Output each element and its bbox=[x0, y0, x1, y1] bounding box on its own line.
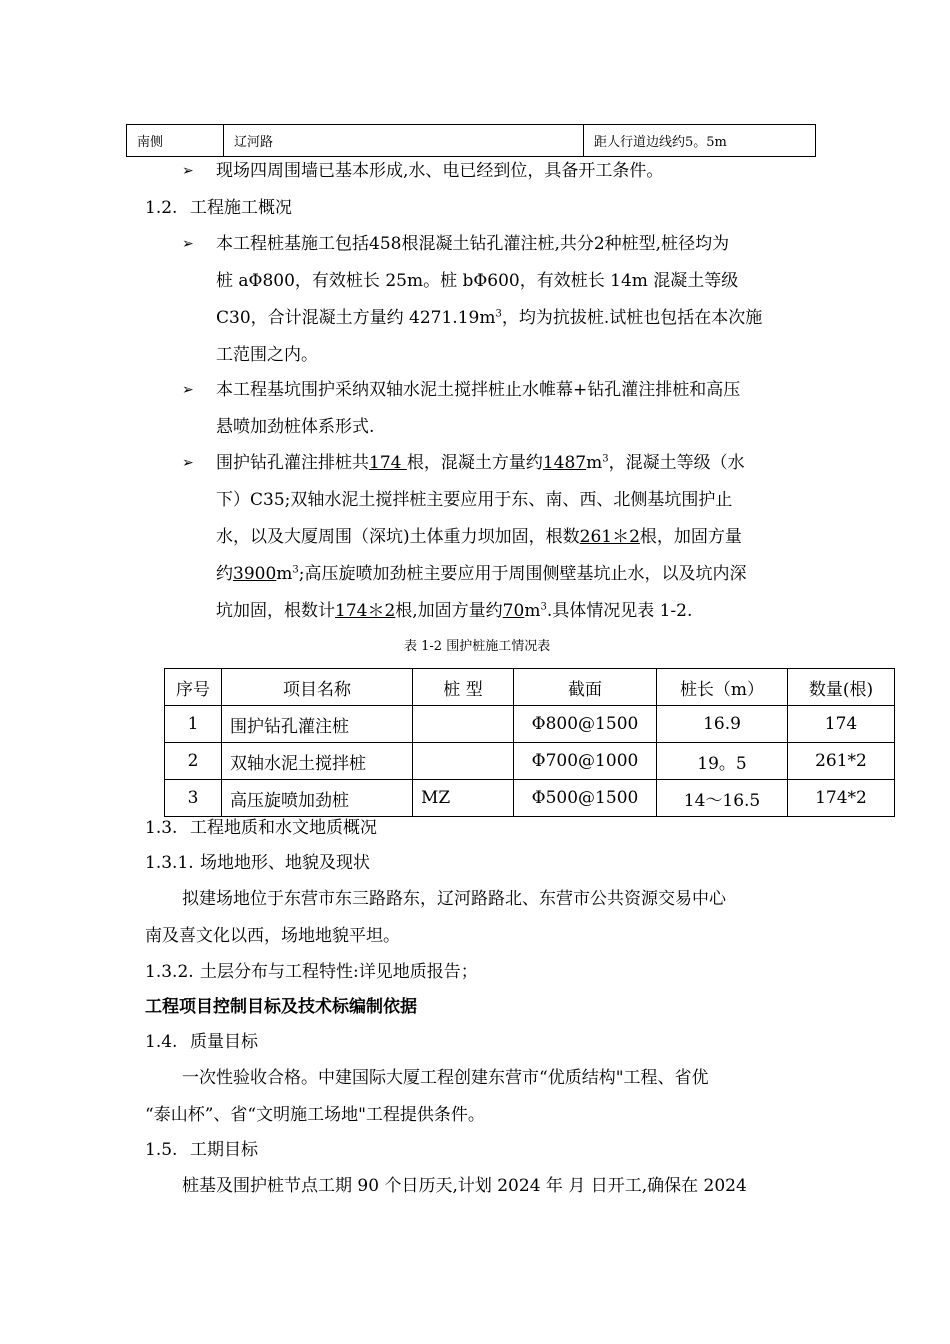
table-cell: 辽河路 bbox=[224, 125, 584, 157]
arrow-bullet-icon: ➢ bbox=[182, 382, 194, 398]
text-run: 水，以及大厦周围（深坑)土体重力坝加固，根数 bbox=[216, 527, 580, 547]
table-cell: 14～16.5 bbox=[657, 780, 788, 817]
table-cell: Φ700@1000 bbox=[514, 743, 657, 780]
table-cell: 3 bbox=[165, 780, 222, 817]
text-run: 根，加固方量 bbox=[639, 527, 742, 547]
table-cell: 174*2 bbox=[788, 780, 895, 817]
paragraph-line: 南及喜文化以西，场地地貌平坦。 bbox=[145, 926, 400, 946]
paragraph-line bbox=[216, 453, 745, 473]
paragraph-line: 拟建场地位于东营市东三路路东，辽河路路北、东营市公共资源交易中心 bbox=[182, 889, 726, 909]
paragraph-line: 下）C35;双轴水泥土搅拌桩主要应用于东、南、西、北侧基坑围护止 bbox=[216, 490, 733, 510]
arrow-bullet-icon: ➢ bbox=[182, 236, 194, 252]
section-title: 工程地质和水文地质概况 bbox=[190, 818, 377, 838]
paragraph-line: “泰山杯”、省“文明施工场地"工程提供条件。 bbox=[145, 1105, 485, 1125]
arrow-bullet-icon: ➢ bbox=[182, 163, 194, 179]
arrow-bullet-icon: ➢ bbox=[182, 455, 194, 471]
section-title: 工期目标 bbox=[190, 1140, 258, 1160]
section-number: 1.4. bbox=[145, 1032, 178, 1052]
pile-table bbox=[164, 668, 895, 817]
table-cell: 南侧 bbox=[127, 125, 224, 157]
paragraph-line: 工范围之内。 bbox=[216, 345, 318, 365]
underlined-value: 70 bbox=[502, 601, 525, 621]
section-number: 1.3. bbox=[145, 818, 178, 838]
table-header-cell: 项目名称 bbox=[222, 669, 413, 706]
text-run: ，混凝土等级（水 bbox=[608, 453, 745, 473]
table-cell: Φ800@1500 bbox=[514, 706, 657, 743]
paragraph-line: 一次性验收合格。中建国际大厦工程创建东营市“优质结构"工程、省优 bbox=[182, 1068, 709, 1088]
table-cell: 2 bbox=[165, 743, 222, 780]
table-cell: 双轴水泥土搅拌桩 bbox=[222, 743, 413, 780]
table-header-cell: 桩 型 bbox=[413, 669, 514, 706]
section-title: 土层分布与工程特性:详见地质报告； bbox=[200, 962, 478, 982]
underlined-value: 1487 bbox=[542, 453, 587, 473]
table-cell: 围护钻孔灌注桩 bbox=[222, 706, 413, 743]
table-row bbox=[127, 125, 816, 157]
paragraph-line: 本工程基坑围护采纳双轴水泥土搅拌桩止水帷幕+钻孔灌注排桩和高压 bbox=[216, 380, 741, 400]
text-run: .具体情况见表 1-2. bbox=[546, 601, 693, 621]
paragraph-line: 悬喷加劲桩体系形式. bbox=[216, 417, 375, 437]
paragraph-line bbox=[216, 564, 747, 584]
text-run: m bbox=[524, 601, 541, 621]
table-header-cell: 桩长（m） bbox=[657, 669, 788, 706]
bullet-text: 现场四周围墙已基本形成,水、电已经到位，具备开工条件。 bbox=[216, 161, 664, 181]
text-run: C30，合计混凝土方量约 4271.19m bbox=[216, 308, 496, 328]
table-header-cell: 序号 bbox=[165, 669, 222, 706]
underlined-value: 3900 bbox=[233, 564, 277, 584]
text-run: m bbox=[586, 453, 603, 473]
superscript: 3 bbox=[292, 564, 299, 576]
text-run: ，均为抗拔桩.试桩也包括在本次施 bbox=[501, 308, 763, 328]
text-run: 根，混凝土方量约 bbox=[406, 453, 543, 473]
table-row bbox=[165, 780, 895, 817]
section-number: 1.5. bbox=[145, 1140, 178, 1160]
table-cell: 19。5 bbox=[657, 743, 788, 780]
table-cell: MZ bbox=[413, 780, 514, 817]
chapter-heading: 工程项目控制目标及技术标编制依据 bbox=[145, 997, 417, 1017]
text-run: 约 bbox=[216, 564, 233, 584]
section-title: 场地地形、地貌及现状 bbox=[200, 853, 370, 873]
table-header-cell: 数量(根) bbox=[788, 669, 895, 706]
text-run: ;高压旋喷加劲桩主要应用于周围侧壁基坑止水，以及坑内深 bbox=[298, 564, 747, 584]
text-run: m bbox=[276, 564, 293, 584]
table-cell: 174 bbox=[788, 706, 895, 743]
text-run: 坑加固，根数计 bbox=[216, 601, 335, 621]
table-row bbox=[165, 706, 895, 743]
paragraph-line: 桩基及围护桩节点工期 90 个日历天,计划 2024 年 月 日开工,确保在 2024 bbox=[182, 1176, 747, 1196]
paragraph-line: 本工程桩基施工包括458根混凝土钻孔灌注桩,共分2种桩型,桩径均为 bbox=[216, 234, 730, 254]
paragraph-line: 桩 aΦ800，有效桩长 25m。桩 bΦ600，有效桩长 14m 混凝土等级 bbox=[216, 271, 739, 291]
table-header-cell: 截面 bbox=[514, 669, 657, 706]
underlined-value: 261＊2 bbox=[579, 527, 640, 547]
section-title: 质量目标 bbox=[190, 1032, 258, 1052]
section-number: 1.2. bbox=[145, 198, 178, 218]
table-cell: 261*2 bbox=[788, 743, 895, 780]
paragraph-line bbox=[216, 601, 692, 621]
table-cell: 距人行道边线约5。5m bbox=[584, 125, 816, 157]
section-number: 1.3.2. bbox=[145, 962, 194, 982]
superscript: 3 bbox=[602, 453, 609, 465]
paragraph-line bbox=[216, 527, 742, 547]
table-cell: 16.9 bbox=[657, 706, 788, 743]
underlined-value: 174 bbox=[369, 453, 407, 473]
table-row bbox=[165, 743, 895, 780]
underlined-value: 174＊2 bbox=[335, 601, 396, 621]
text-run: 围护钻孔灌注排桩共 bbox=[216, 453, 369, 473]
top-table bbox=[126, 124, 816, 157]
section-title: 工程施工概况 bbox=[190, 198, 292, 218]
superscript: 3 bbox=[540, 601, 547, 613]
paragraph-line bbox=[216, 308, 762, 328]
table-cell bbox=[413, 706, 514, 743]
table-header-row bbox=[165, 669, 895, 706]
superscript: 3 bbox=[495, 308, 502, 320]
section-number: 1.3.1. bbox=[145, 853, 194, 873]
table-cell: 高压旋喷加劲桩 bbox=[222, 780, 413, 817]
table-cell: 1 bbox=[165, 706, 222, 743]
table-caption: 表 1-2 围护桩施工情况表 bbox=[404, 639, 551, 654]
table-cell bbox=[413, 743, 514, 780]
text-run: 根,加固方量约 bbox=[395, 601, 503, 621]
table-cell: Φ500@1500 bbox=[514, 780, 657, 817]
